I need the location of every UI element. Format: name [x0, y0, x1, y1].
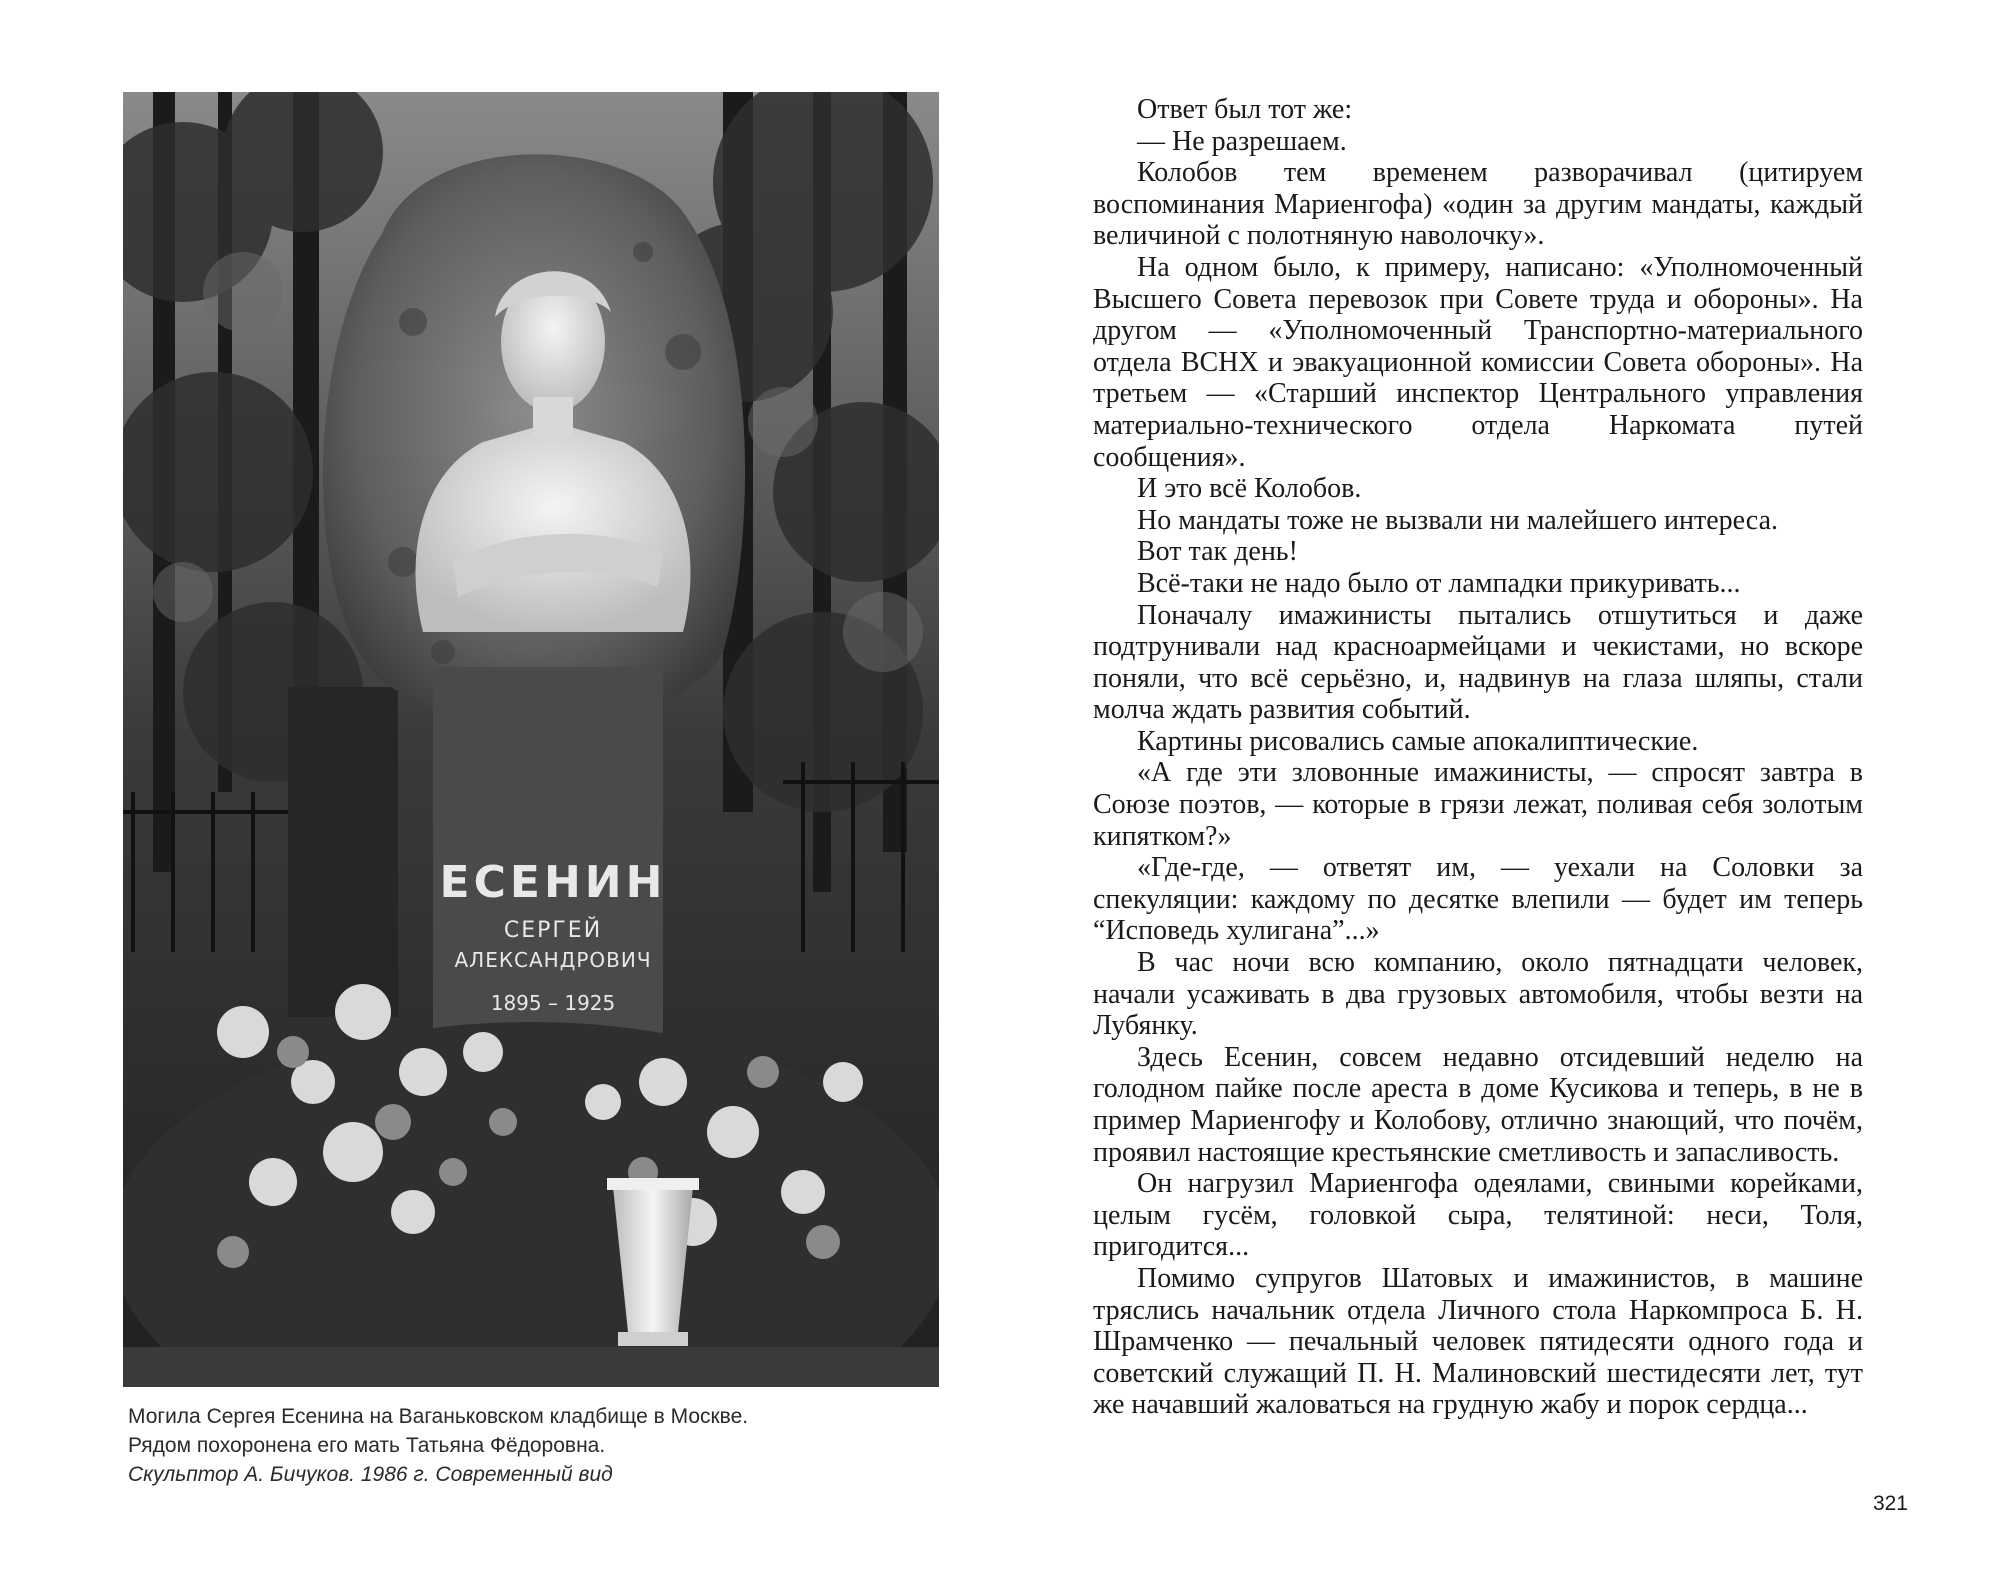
paragraph: Он нагрузил Мариенгофа одеялами, свиными корейками, целым гусём, головкой сыра, телятиной: неси, Толя, пригодится...	[1093, 1168, 1863, 1263]
paragraph: — Не разрешаем.	[1137, 125, 1347, 157]
paragraph: «Где-где, — ответят им, — уехали на Соловки за спекуляции: каждому по десятке влепили — будет им теперь “Исповедь хулигана”...»	[1093, 852, 1863, 947]
paragraph: Здесь Есенин, совсем недавно отсидевший неделю на голодном пайке после ареста в доме Кусикова и теперь, в не в пример Мариенгофу и Колобову, отлично знающий, что почём, проявил настоящие крестьянские сметливость и запасливость.	[1093, 1041, 1863, 1168]
paragraph: Всё-таки не надо было от лампадки прикуривать...	[1137, 567, 1741, 599]
paragraph: Но мандаты тоже не вызвали ни малейшего интереса.	[1137, 504, 1779, 536]
inscription-given-name: СЕРГЕЙ	[503, 918, 603, 943]
paragraph: Колобов тем временем разворачивал (цитируем воспоминания Мариенгофа) «один за другим мандаты, каждый величиной с полотняную наволочку».	[1093, 157, 1863, 252]
paragraph: На одном было, к примеру, написано: «Уполномоченный Высшего Совета перевозок при Совете труда и обороны». На другом — «Уполномоченный Транспортно-материального отдела ВСНХ и эвакуационной комиссии Совета обороны». На третьем — «Старший инспектор Центрального управления материально-технического отдела Наркомата путей сообщения».	[1093, 251, 1863, 473]
inscription-surname: ЕСЕНИН	[439, 857, 667, 908]
photo-caption	[128, 1402, 948, 1489]
inscription-years: 1895 – 1925	[490, 991, 616, 1015]
body-text	[1093, 94, 1863, 1421]
paragraph: Помимо супругов Шатовых и имажинистов, в машине тряслись начальник отдела Личного стола Наркомпроса Б. Н. Шрамченко — печальный человек пятидесяти одного года и советский служащий П. Н. Малиновский шестидесяти лет, тут же начавший жаловаться на грудную жабу и порок сердца...	[1093, 1262, 1863, 1421]
paragraph: Вот так день!	[1137, 536, 1298, 568]
grave-photo	[123, 92, 939, 1387]
photo-illustration	[123, 92, 939, 1387]
ground	[123, 1347, 939, 1387]
paragraph: «А где эти зловонные имажинисты, — спросят завтра в Союзе поэтов, — которые в грязи лежат, поливая себя золотым кипятком?»	[1093, 757, 1863, 852]
caption-line-2: Рядом похоронена его мать Татьяна Фёдоровна.	[128, 1434, 606, 1457]
paragraph: Ответ был тот же:	[1137, 94, 1353, 125]
inscription-patronymic: АЛЕКСАНДРОВИЧ	[454, 948, 652, 972]
paragraph: Картины рисовались самые апокалиптические.	[1137, 725, 1699, 757]
paragraph: Поначалу имажинисты пытались отшутиться и даже подтрунивали над красноармейцами и чекистами, но вскоре поняли, что всё серьёзно, и, надвинув на глаза шляпы, стали молча ждать развития событий.	[1093, 599, 1863, 726]
caption-line-3: Скульптор А. Бичуков. 1986 г. Современный вид	[128, 1463, 613, 1486]
neighbour-stone	[288, 687, 398, 1017]
paragraph: И это всё Колобов.	[1137, 473, 1362, 505]
page-number: 321	[1872, 1492, 1908, 1515]
paragraph: В час ночи всю компанию, около пятнадцати человек, начали усаживать в два грузовых автомобиля, чтобы везти на Лубянку.	[1093, 947, 1863, 1042]
caption-line-1: Могила Сергея Есенина на Ваганьковском кладбище в Москве.	[128, 1405, 749, 1428]
